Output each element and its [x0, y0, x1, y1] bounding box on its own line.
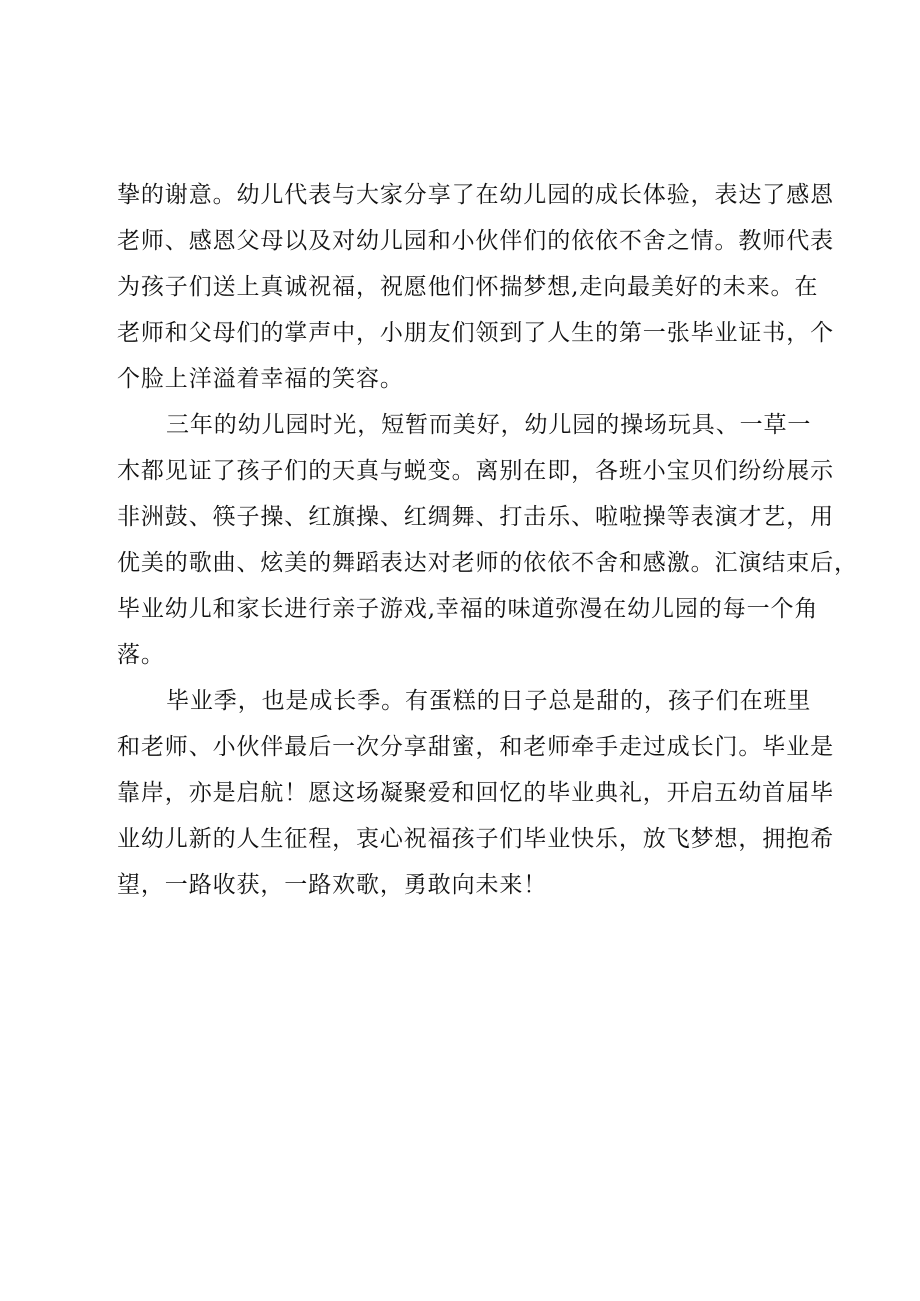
paragraph-1 [117, 172, 834, 402]
paragraph-line: 老师、感恩父母以及对幼儿园和小伙伴们的依依不舍之情。教师代表 [117, 228, 834, 254]
paragraph-line: 非洲鼓、筷子操、红旗操、红绸舞、打击乐、啦啦操等表演才艺，用 [117, 504, 834, 530]
paragraph-line: 毕业幼儿和家长进行亲子游戏,幸福的味道弥漫在幼儿园的每一个角 [117, 596, 819, 622]
paragraph-line: 靠岸，亦是启航！愿这场凝聚爱和回忆的毕业典礼，开启五幼首届毕 [117, 780, 834, 806]
paragraph-line: 三年的幼儿园时光，短暂而美好，幼儿园的操场玩具、一草一 [166, 412, 812, 438]
paragraph-line: 优美的歌曲、炫美的舞蹈表达对老师的依依不舍和感激。汇演结束后， [117, 550, 858, 576]
paragraph-line: 毕业季，也是成长季。有蛋糕的日子总是甜的，孩子们在班里 [166, 688, 812, 714]
document-body [117, 172, 858, 908]
paragraph-line: 个脸上洋溢着幸福的笑容。 [117, 366, 404, 392]
paragraph-line: 和老师、小伙伴最后一次分享甜蜜，和老师牵手走过成长门。毕业是 [117, 734, 834, 760]
paragraph-line: 为孩子们送上真诚祝福，祝愿他们怀揣梦想,走向最美好的未来。在 [117, 274, 819, 300]
paragraph-line: 落。 [117, 642, 165, 668]
paragraph-2 [117, 402, 858, 678]
paragraph-3 [117, 678, 834, 908]
paragraph-line: 挚的谢意。幼儿代表与大家分享了在幼儿园的成长体验，表达了感恩 [117, 182, 834, 208]
paragraph-line: 老师和父母们的掌声中，小朋友们领到了人生的第一张毕业证书，个 [117, 320, 834, 346]
paragraph-line: 望，一路收获，一路欢歌，勇敢向未来！ [117, 872, 548, 898]
paragraph-line: 业幼儿新的人生征程，衷心祝福孩子们毕业快乐，放飞梦想，拥抱希 [117, 826, 834, 852]
paragraph-line: 木都见证了孩子们的天真与蜕变。离别在即，各班小宝贝们纷纷展示 [117, 458, 834, 484]
